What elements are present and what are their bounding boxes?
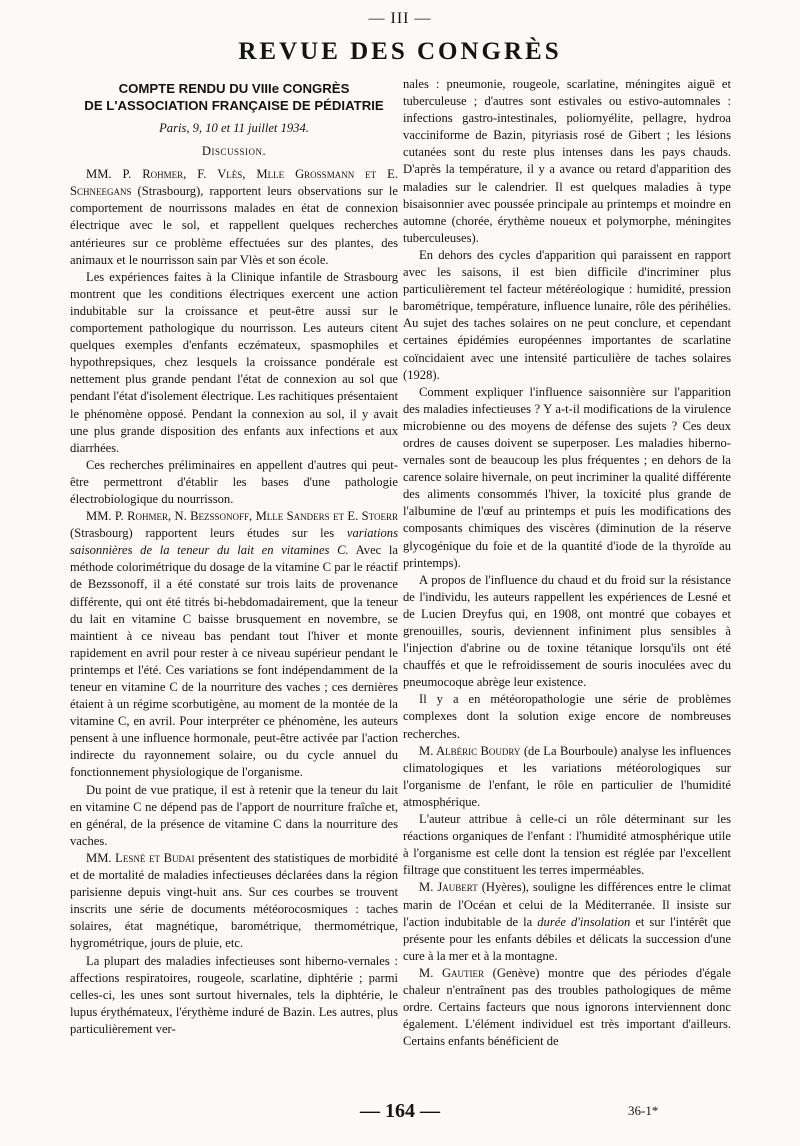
paragraph: [70, 457, 398, 508]
paragraph: [70, 782, 398, 850]
paragraph-text: A propos de l'influence du chaud et du froid sur la résistance de l'individu, les auteurs rappellent les expériences de Lesné et de Lucien Dreyfus qui, en 1908, ont montré que cobayes et grenouilles, souris, deviennent infiniment plus sensibles à l'injection d'abrine ou de toxine tétanique lorsqu'ils ont été chauffés et que le refroidissement de souris inoculées avec du pneumocoque abrège leur existence.: [403, 572, 731, 690]
paragraph-text: L'auteur attribue à celle-ci un rôle déterminant sur les réactions organiques de l'enfant : l'humidité atmosphérique utile à l'organisme est celle dont la tension est réglée par l'excellent filtrage que constituent les terres imperméables.: [403, 812, 731, 878]
author-names: MM. P. Rohmer, N. Bezssonoff, Mlle Sanders et E. Stoerr: [86, 509, 398, 524]
paragraph-text: (Strasbourg) rapportent leurs études sur les: [70, 526, 347, 541]
page-title: REVUE DES CONGRÈS: [238, 38, 562, 65]
page-number: — 164 —: [360, 1100, 440, 1122]
author-names: M. Albéric Boudry: [419, 743, 521, 758]
right-body: [403, 76, 731, 1050]
paragraph: [70, 269, 398, 457]
author-names: M. Gautier: [419, 965, 485, 980]
paragraph: [403, 965, 731, 1050]
paragraph-text: (Hyères), souligne les différences entre le climat marin de l'Océan et celui de la Méditerranée. Il insiste sur l'action indubitable de la: [403, 880, 732, 929]
paragraph-text: Il y a en météoropathologie une série de problèmes complexes dont la solution exige encore de nombreuses recherches.: [403, 692, 731, 741]
paragraph: [70, 953, 398, 1038]
paragraph-text: Du point de vue pratique, il est à retenir que la teneur du lait en vitamine C ne dépend pas de l'apport de nourriture fraîche et, en général, de la présence de vitamine C dans la nourriture des vaches.: [70, 782, 398, 848]
paragraph-text: La plupart des maladies infectieuses sont hiberno-vernales : affections respiratoires, rougeole, scarlatine, diphtérie ; parmi celles-ci, les unes sont surtout hivernales, tels la diphtérie, le lupus érythémateux, l'érythème induré de Bazin. Les autres, plus particulièrement ver-: [70, 953, 398, 1036]
paragraph: [70, 166, 398, 269]
paragraph-text: présentent des statistiques de morbidité et de mortalité de maladies infectieuses déclarées dans la région parisienne depuis vingt-huit ans. Sur ces courbes se trouvent inscrits une série de documents météorocosmiques : taches solaires, état magnétique, barométrique, thermométrique, hygrométrique, jours de pluie, etc.: [70, 850, 399, 951]
paragraph: [403, 247, 731, 384]
paragraph: [403, 76, 731, 247]
paragraph-text: (Genève) montre que des périodes d'égale chaleur n'entraînent pas des troubles pathologiques de même ordre. Certains facteurs que nous ignorons interviennent donc également. L'élément individuel est très important d'ailleurs. Certains enfants bénéficient de: [403, 965, 731, 1049]
italic-phrase: variations saisonnières de la teneur du lait en vitamines C.: [70, 526, 398, 558]
paragraph: [403, 572, 731, 692]
section-title-line1: COMPTE RENDU DU VIIIe CONGRÈS: [118, 81, 350, 96]
author-names: M. Jaubert: [419, 880, 478, 895]
paragraph-text: Comment expliquer l'influence saisonnière sur l'apparition des maladies infectieuses ? Y a-t-il modifications de la virulence microbienne ou des moyens de défense des sujets ? Ces deux ordres de causes doivent se superposer. Les maladies hiberno-vernales sont de beaucoup les plus fréquentes ; en dehors de la carence solaire hivernale, on peut incriminer la qualité différente des aliments consommés l'hiver, la toxicité plus grande de l'albumine de l'œuf au printemps et puis les modifications des composants chimiques des viscères (diminution de la réserve glycogénique du foie et de la quantité d'iode de la thyroïde au printemps).: [403, 384, 731, 570]
author-names: MM. P. Rohmer, F. Vlès, Mlle Grossmann et E. Schneegans: [70, 167, 398, 199]
paragraph-text: En dehors des cycles d'apparition qui paraissent en rapport avec les saisons, il est bien difficile d'incriminer plus particulièrement tel facteur météréologique : humidité, pression barométrique, température, influence lunaire, rôle des périhélies. Au sujet des taches solaires on ne peut conclure, et cependant certaines épidémies européennes importantes de scarlatine coïncidaient avec une intensité particulière de taches solaires (1928).: [403, 247, 731, 382]
section-subtitle: Discussion.: [201, 144, 267, 159]
printer-signature: 36-1*: [628, 1103, 659, 1118]
paragraph-text: Les expériences faites à la Clinique infantile de Strasbourg montrent que les conditions électriques exercent une action indubitable sur la croissance et peut-être aussi sur le comportement pathologique du nourrisson. Les auteurs citent quelques exemples d'enfants eczémateux, spasmophiles et hypothrepsiques, chez lesquels la croissance pondérale est nettement plus grande pendant l'état de connexion au sol que pendant l'état d'isolement électrique. Les rachitiques présentaient le phénomène opposé. Pendant la connexion au sol, il y avait une plus grande disposition des enfants aux infections et aux diarrhées.: [70, 269, 398, 455]
paragraph-text: Avec la méthode colorimétrique du dosage de la vitamine C par le réactif de Bezssonoff, il a été constaté sur trois laits de provenance différente, qui ont été titrés bi-hebdomadairement, que la teneur du lait en vitamine C baisse brusquement en novembre, se maintient à ce niveau bas pendant tout l'hiver et monte rapidement en avril pour rester à ce niveau supérieur pendant le printemps et l'été. Ces variations se font indépendamment de la teneur en vitamine C de la nourriture des vaches ; ces dernières étaient à un régime scorbutigène, au moment de la montée de la vitamine C, en avril. Pour interpréter ce phénomène, les auteurs pensent à une influence hormonale, peut-être activée par l'action indirecte du rayonnement solaire, ou du cycle annuel du fonctionnement physiologique de l'organisme.: [70, 543, 399, 780]
paragraph: [403, 879, 731, 964]
italic-phrase: durée d'insolation: [537, 914, 631, 929]
paragraph-text: (Strasbourg), rapportent leurs observations sur le comportement de nourrissons malades en état de connexion électrique avec le sol, et rappellent quelques recherches antérieures sur ce problème effectuées sur des plantes, des animaux et le nourrisson sain par Vlès et son école.: [70, 184, 398, 267]
paragraph-text: et sur l'intérêt que présente pour les enfants débiles et délicats la succession d'une cure à la mer et à la montagne.: [403, 914, 731, 963]
paragraph: [403, 691, 731, 742]
paragraph-text: nales : pneumonie, rougeole, scarlatine, méningites aiguë et tuberculeuse ; d'autres sont estivales ou estivo-automnales : infections gastro-intestinales, poliomyélite, pellagre, hydroa vacciniforme de Bazin, pityriasis rosé de Gibert ; les lésions cutanées sont du reste plus intenses dans les pays chauds. D'après la température, il y a avance ou retard d'apparition des maladies sur le calendrier. Il est quelques maladies à type bisaisonnier avec poussée principale au printemps et moindre en automne (chorée, érythème noueux et polymorphe, méningites tuberculeuses).: [403, 77, 731, 245]
left-column: [70, 76, 398, 1038]
paragraph: [403, 811, 731, 879]
paragraph: [403, 384, 731, 572]
section-title-line2: DE L'ASSOCIATION FRANÇAISE DE PÉDIATRIE: [84, 98, 384, 113]
folio-number: — III —: [368, 10, 432, 27]
author-names: MM. Lesné et Budai: [86, 850, 195, 865]
section-place-date: Paris, 9, 10 et 11 juillet 1934.: [159, 121, 309, 135]
right-column: [403, 76, 731, 1050]
paragraph: [403, 743, 731, 811]
paragraph-text: (de La Bourboule) analyse les influences climatologiques et les variations météorologiques sur l'organisme de l'enfant, le rôle en particulier de l'humidité atmosphérique.: [403, 743, 731, 809]
paragraph-text: Ces recherches préliminaires en appellent d'autres qui peut-être permettront d'établir les bases d'une pathologie électrobiologique du nourrisson.: [70, 457, 398, 506]
paragraph: [70, 850, 398, 953]
left-body: [70, 166, 398, 1038]
paragraph: [70, 508, 398, 782]
